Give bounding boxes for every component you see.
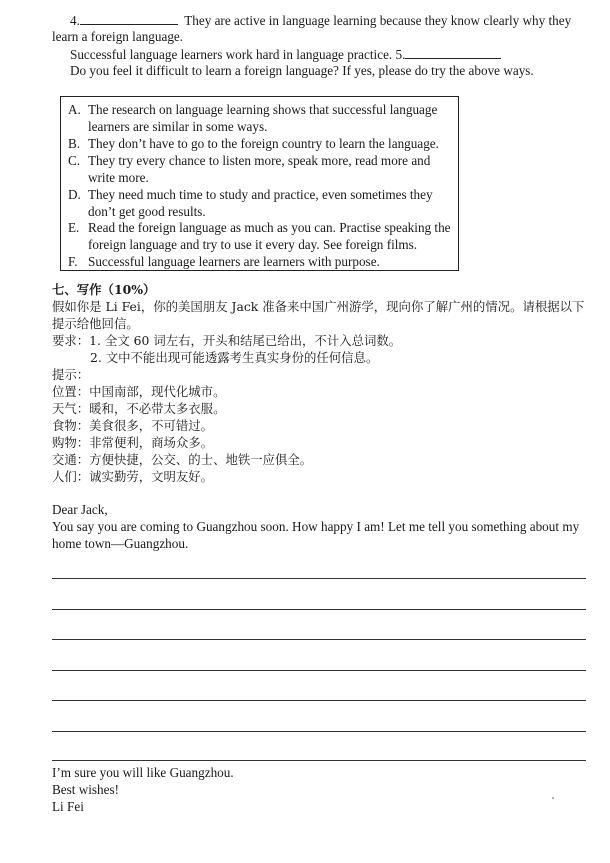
writing-line[interactable] <box>52 578 586 579</box>
writing-prompt-line2: 提示给他回信。 <box>52 316 139 331</box>
option-letter: E. <box>68 220 80 235</box>
question-5-line <box>70 45 501 63</box>
writing-heading: 七、写作（10%） <box>52 282 156 297</box>
letter-closing1: I’m sure you will like Guangzhou. <box>52 765 234 780</box>
question-4-text: They are active in language learning because they know clearly why they <box>184 13 572 28</box>
scan-speck <box>552 797 554 799</box>
option-e <box>68 219 451 236</box>
writing-line[interactable] <box>52 760 586 761</box>
requirement-1: 要求：1. 全文 60 词左右，开头和结尾已给出，不计入总词数。 <box>52 333 402 348</box>
writing-line[interactable] <box>52 609 586 610</box>
writing-line[interactable] <box>52 700 586 701</box>
answer-blank-4[interactable] <box>80 11 178 25</box>
writing-prompt-line1: 假如你是 Li Fei，你的美国朋友 Jack 准备来中国广州游学，现向你了解广州的情况。请根据以下 <box>52 299 585 314</box>
option-f <box>68 253 380 270</box>
option-e-cont: foreign language and try to use it every day. See foreign films. <box>88 237 418 252</box>
hint-people: 人们：诚实勤劳，文明友好。 <box>52 469 214 484</box>
option-letter: F. <box>68 254 78 269</box>
option-a <box>68 101 437 118</box>
question-5-text: Successful language learners work hard in language practice. 5. <box>70 47 406 62</box>
answer-blank-5[interactable] <box>405 45 501 59</box>
hint-weather: 天气：暖和，不必带太多衣服。 <box>52 401 226 416</box>
requirement-2: 2. 文中不能出现可能透露考生真实身份的任何信息。 <box>90 350 379 365</box>
option-d-cont: don’t get good results. <box>88 204 206 219</box>
option-letter: D. <box>68 187 81 202</box>
option-c <box>68 152 430 169</box>
hint-location: 位置：中国南部，现代化城市。 <box>52 384 226 399</box>
closing-question: Do you feel it difficult to learn a foreign language? If yes, please do try the above ways. <box>70 63 534 78</box>
option-text: They need much time to study and practice, even sometimes they <box>88 187 433 202</box>
letter-opening-line1: You say you are coming to Guangzhou soon. How happy I am! Let me tell you something about my <box>52 519 580 534</box>
writing-line[interactable] <box>52 731 586 732</box>
option-text: They don’t have to go to the foreign country to learn the language. <box>88 136 439 151</box>
question-4-number: 4. <box>70 13 80 28</box>
hint-shopping: 购物：非常便利，商场众多。 <box>52 435 214 450</box>
letter-greeting: Dear Jack, <box>52 502 108 517</box>
option-letter: B. <box>68 136 81 151</box>
writing-line[interactable] <box>52 639 586 640</box>
options-box <box>60 96 459 271</box>
option-letter: C. <box>68 153 81 168</box>
option-text: Successful language learners are learners with purpose. <box>88 254 380 269</box>
option-a-cont: learners are similar in some ways. <box>88 119 268 134</box>
option-letter: A. <box>68 102 81 117</box>
hints-label: 提示： <box>52 367 90 382</box>
option-b <box>68 135 439 152</box>
letter-signature: Li Fei <box>52 799 84 814</box>
option-text: The research on language learning shows that successful language <box>88 102 438 117</box>
letter-opening-line2: home town—Guangzhou. <box>52 536 189 551</box>
option-text: They try every chance to listen more, speak more, read more and <box>88 153 431 168</box>
writing-line[interactable] <box>52 670 586 671</box>
option-d <box>68 186 433 203</box>
letter-closing2: Best wishes! <box>52 782 120 797</box>
hint-transport: 交通：方便快捷，公交、的士、地铁一应俱全。 <box>52 452 313 467</box>
question-4-continuation: learn a foreign language. <box>52 29 184 44</box>
option-text: Read the foreign language as much as you can. Practise speaking the <box>88 220 451 235</box>
question-4-line <box>70 11 571 29</box>
hint-food: 食物：美食很多，不可错过。 <box>52 418 214 433</box>
option-c-cont: write more. <box>88 170 149 185</box>
